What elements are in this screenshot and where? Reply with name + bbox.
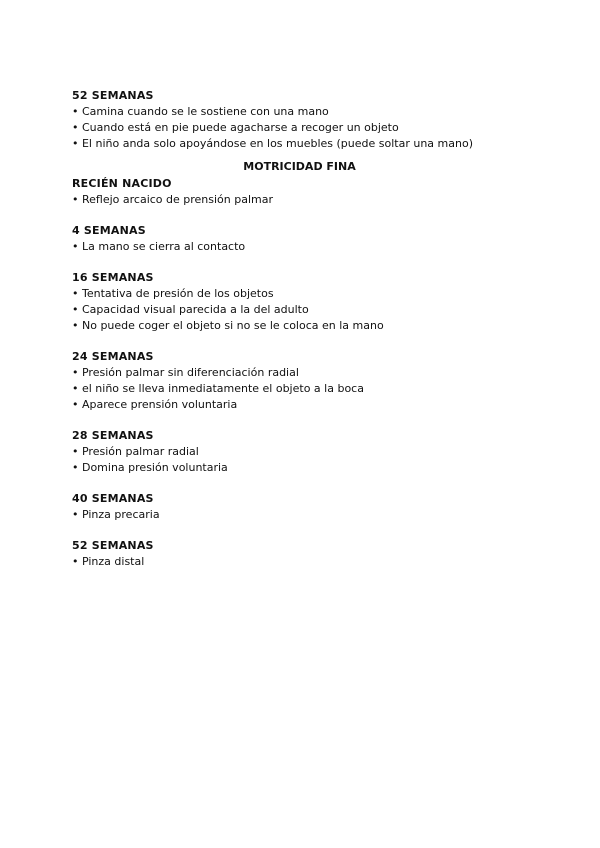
section-heading: 52 SEMANAS	[72, 539, 154, 552]
section-heading: 40 SEMANAS	[72, 492, 154, 505]
list-item: • Cuando está en pie puede agacharse a recoger un objeto	[72, 121, 399, 134]
intro-section	[72, 88, 532, 152]
list-item: • Presión palmar radial	[72, 445, 199, 458]
page-title: MOTRICIDAD FINA	[243, 160, 356, 173]
section-heading: 16 SEMANAS	[72, 271, 154, 284]
list-item: • No puede coger el objeto si no se le coloca en la mano	[72, 319, 384, 332]
section-heading: 4 SEMANAS	[72, 224, 146, 237]
section-4-semanas	[72, 223, 532, 255]
document-page	[72, 88, 532, 585]
list-item: • Tentativa de presión de los objetos	[72, 287, 274, 300]
section-heading: RECIÉN NACIDO	[72, 177, 172, 190]
section-24-semanas	[72, 349, 532, 413]
list-item: • Reflejo arcaico de prensión palmar	[72, 193, 274, 206]
list-item: • El niño anda solo apoyándose en los muebles (puede soltar una mano)	[72, 137, 473, 150]
list-item: • Domina presión voluntaria	[72, 461, 228, 474]
list-item: • Pinza precaria	[72, 508, 160, 521]
section-heading: 52 SEMANAS	[72, 89, 154, 102]
list-item: • el niño se lleva inmediatamente el objeto a la boca	[72, 382, 364, 395]
list-item: • La mano se cierra al contacto	[72, 240, 246, 253]
list-item: • Pinza distal	[72, 555, 145, 568]
section-recien-nacido	[72, 176, 532, 208]
section-heading: 24 SEMANAS	[72, 350, 154, 363]
section-52-semanas	[72, 538, 532, 570]
section-28-semanas	[72, 428, 532, 476]
list-item: • Camina cuando se le sostiene con una mano	[72, 105, 329, 118]
list-item: • Capacidad visual parecida a la del adulto	[72, 303, 309, 316]
list-item: • Aparece prensión voluntaria	[72, 398, 238, 411]
section-16-semanas	[72, 270, 532, 334]
section-heading: 28 SEMANAS	[72, 429, 154, 442]
list-item: • Presión palmar sin diferenciación radial	[72, 366, 299, 379]
section-40-semanas	[72, 491, 532, 523]
